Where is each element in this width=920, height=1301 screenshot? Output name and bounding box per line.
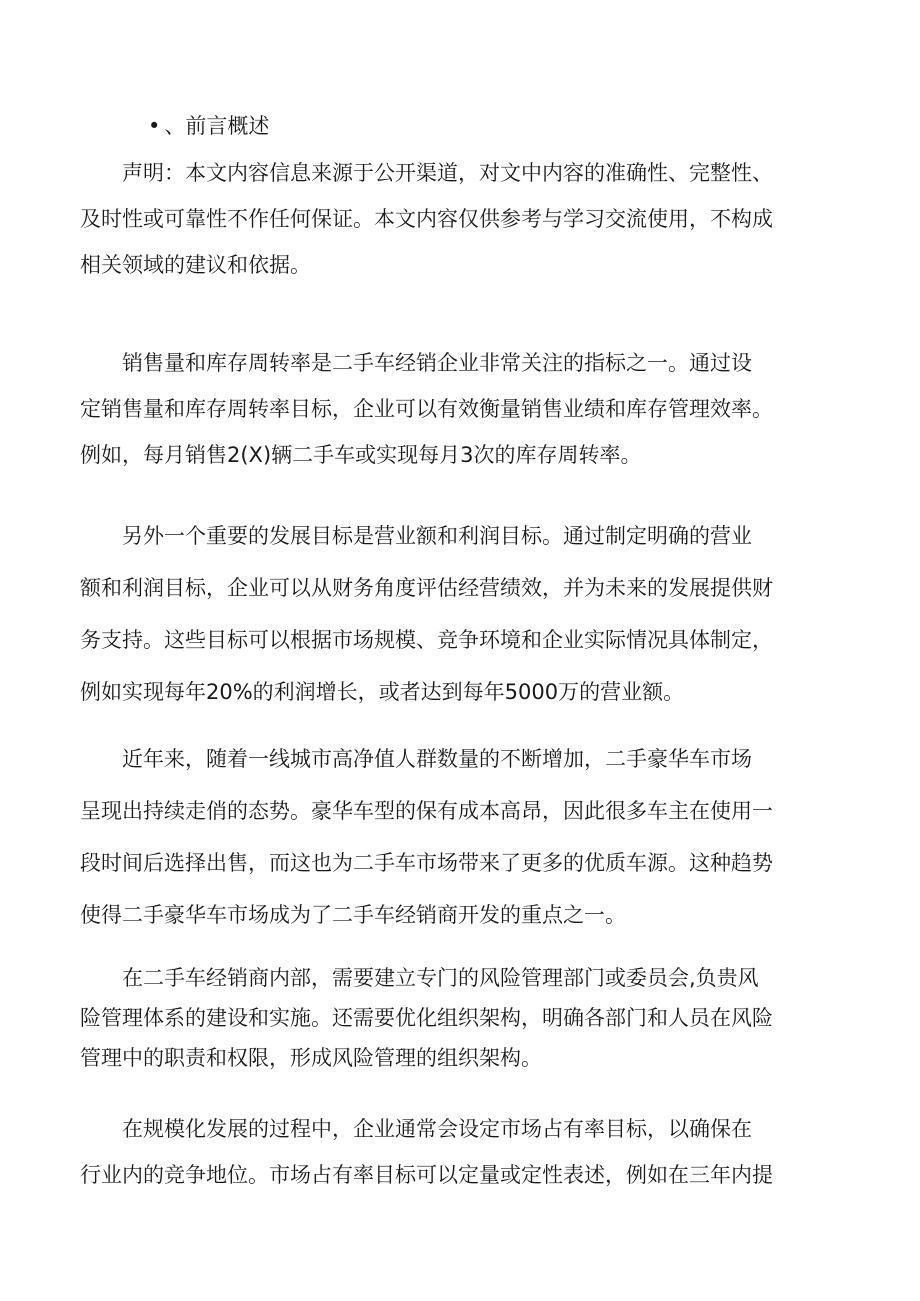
paragraph-line: 额和利润目标，企业可以从财务角度评估经营绩效，并为未来的发展提供财 [80,576,773,600]
paragraph-line: 险管理体系的建设和实施。还需要优化组织架构，明确各部门和人员在风险 [80,1006,773,1030]
paragraph-line: 段时间后选择出售，而这也为二手车市场带来了更多的优质车源。这种趋势 [80,851,773,875]
section-heading [148,110,269,142]
paragraph-line: 及时性或可靠性不作任何保证。本文内容仅供参考与学习交流使用，不构成 [80,207,773,231]
paragraph-line: 行业内的竞争地位。市场占有率目标可以定量或定性表述，例如在三年内提 [80,1163,773,1187]
paragraph-luxury-market [80,733,832,941]
paragraph-line: 近年来，随着一线城市高净值人群数量的不断增加，二手豪华车市场 [122,747,752,771]
section-heading-text: 、前言概述 [164,114,270,138]
paragraph-line: 在规模化发展的过程中，企业通常会设定市场占有率目标，以确保在 [122,1117,752,1141]
bullet-icon: • [148,114,161,138]
paragraph-line: 务支持。这些目标可以根据市场规模、竞争环境和企业实际情况具体制定， [80,628,773,652]
paragraph-line: 在二手车经销商内部，需要建立专门的风险管理部门或委员会,负贵风 [122,966,759,990]
paragraph-line: 呈现出持续走俏的态势。豪华车型的保有成本高昂，因此很多车主在使用一 [80,799,773,823]
paragraph-line: 声明：本文内容信息来源于公开渠道，对文中内容的准确性、完整性、 [122,161,773,185]
paragraph-market-share [80,1106,832,1198]
paragraph-risk-management [80,958,832,1078]
paragraph-line: 定销售量和库存周转率目标，企业可以有效衡量销售业绩和库存管理效率。 [80,397,773,421]
paragraph-revenue-profit [80,510,832,718]
paragraph-line: 管理中的职责和权限，形成风险管理的组织架构。 [80,1046,542,1070]
paragraph-line: 销售量和库存周转率是二手车经销企业非常关注的指标之一。通过设 [122,351,752,375]
paragraph-line: 例如实现每年20%的利润增长，或者达到每年5000万的营业额。 [80,680,685,704]
paragraph-sales-inventory [80,340,832,478]
paragraph-line: 另外一个重要的发展目标是营业额和利润目标。通过制定明确的营业 [122,524,752,548]
paragraph-line: 例如，每月销售2(X)辆二手车或实现每月3次的库存周转率。 [80,443,642,467]
paragraph-line: 相关领域的建议和依据。 [80,253,311,277]
paragraph-disclaimer [80,150,832,288]
paragraph-line: 使得二手豪华车市场成为了二手车经销商开发的重点之一。 [80,903,626,927]
